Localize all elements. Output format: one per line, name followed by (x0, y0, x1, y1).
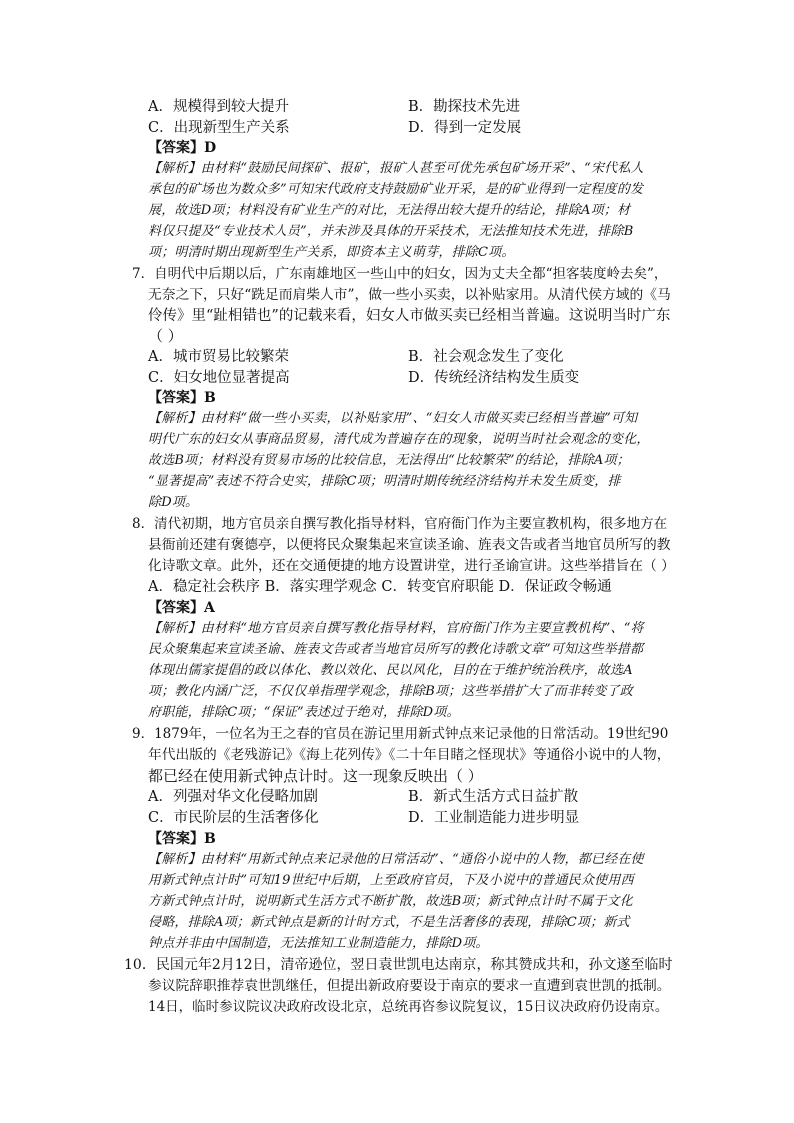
q8-stem-line: 8．清代初期，地方官员亲自撰写教化指导材料，官府衙门作为主要宣教机构，很多地方在 (132, 516, 668, 532)
q10-stem-line: 10．民国元年2月12日，清帝逊位，翌日袁世凯电达南京，称其赞成共和，孙文遂至临时 (124, 957, 673, 973)
q7-option-b: B．社会观念发生了变化 (408, 349, 564, 365)
q8-stem-line: 县衙前还建有褒德亭，以便将民众聚集起来宣读圣谕、旌表文告或者当地官员所写的教 (148, 537, 671, 553)
q7-stem-line: 7．自明代中后期以后，广东南雄地区一些山中的妇女，因为丈夫全都“担客装度岭去矣”， (132, 266, 668, 282)
q9-explanation-line: 侵略，排除A项；新式钟点是新的计时方式，不是生活奢侈的表现，排除C项；新式 (148, 915, 630, 930)
q7-option-d: D．传统经济结构发生质变 (408, 370, 580, 386)
q6-option-b: B．勘探技术先进 (408, 99, 521, 115)
q8-explanation-line: 府职能，排除C项；“保证”表述过于绝对，排除D项。 (148, 705, 460, 720)
q9-option-a: A．列强对华文化侵略加剧 (148, 789, 318, 805)
q6-explanation-line: 【解析】由材料“鼓励民间探矿、报矿，报矿人甚至可优先承包矿场开采”、“宋代私人 (148, 161, 644, 176)
q8-explanation-line: 【解析】由材料“地方官员亲自撰写教化指导材料，官府衙门作为主要宣教机构”、“将 (148, 621, 644, 636)
q7-explanation-line: 明代广东的妇女从事商品贸易，清代成为普遍存在的现象，说明当时社会观念的变化， (148, 432, 650, 447)
q7-explanation-line: 故选B项；材料没有贸易市场的比较信息，无法得出“比较繁荣”的结论，排除A项； (148, 453, 630, 468)
q8-explanation-line: 项；教化内涵广泛，不仅仅单指理学观念，排除B项；这些举措扩大了而非转变了政 (148, 684, 633, 699)
q8-options: A．稳定社会秩序 B．落实理学观念 C．转变官府职能 D．保证政令畅通 (148, 579, 612, 595)
q9-stem-line: 都已经在使用新式钟点计时。这一现象反映出（ ） (148, 767, 483, 785)
q9-explanation-line: 方新式钟点计时，说明新式生活方式不断扩散，故选B项；新式钟点计时不属于文化 (148, 894, 633, 909)
q7-explanation-line: “显著提高”表述不符合史实，排除C项；明清时期传统经济结构并未发生质变，排 (148, 474, 621, 489)
q7-explanation-line: 【解析】由材料“做一些小买卖，以补贴家用”、“妇女人市做买卖已经相当普遍”可知 (148, 411, 638, 426)
q7-answer: 【答案】B (148, 390, 216, 406)
q6-answer: 【答案】D (148, 140, 217, 156)
q8-stem-line: 化诗歌文章。此外，还在交通便捷的地方设置讲堂，进行圣谕宣讲。这些举措旨在（ ） (148, 558, 675, 574)
q9-stem-line: 年代出版的《老残游记》《海上花列传》《二十年目睹之怪现状》等通俗小说中的人物， (148, 747, 671, 763)
q10-stem-line: 14日，临时参议院议决政府改设北京，总统再咨参议院复议，15日议决政府仍设南京。 (148, 999, 669, 1015)
q6-option-d: D．得到一定发展 (408, 120, 522, 136)
q6-explanation-line: 料仅只提及“专业技术人员”，并未涉及具体的开采技术，无法推知技术先进，排除B (148, 224, 634, 239)
q7-stem-line: 无奈之下，只好“跣足而肩柴人市”，做一些小买卖，以补贴家用。从清代侯方域的《马 (148, 287, 671, 303)
q7-option-c: C．妇女地位显著提高 (148, 370, 290, 386)
q6-option-c: C．出现新型生产关系 (148, 120, 290, 136)
q7-stem-line: 伶传》里“趾相错也”的记载来看，妇女人市做买卖已经相当普遍。这说明当时广东 (148, 308, 671, 324)
q9-option-c: C．市民阶层的生活奢侈化 (148, 810, 319, 826)
q9-answer: 【答案】B (148, 831, 216, 847)
q8-answer: 【答案】A (148, 600, 215, 616)
q9-explanation-line: 用新式钟点计时”可知19世纪中后期，上至政府官员，下及小说中的普通民众使用西 (148, 873, 634, 888)
q9-explanation-line: 钟点并非由中国制造，无法推知工业制造能力，排除D项。 (148, 936, 489, 951)
q8-explanation-line: 民众聚集起来宣读圣谕、旌表文告或者当地官员所写的教化诗歌文章”可知这些举措都 (148, 642, 644, 657)
q6-explanation-line: 展，故选D项；材料没有矿业生产的对比，无法得出较大提升的结论，排除A项；材 (148, 203, 631, 218)
q10-stem-line: 参议院辞职推荐袁世凯继任，但提出新政府要设于南京的要求一直遭到袁世凯的抵制。 (148, 978, 671, 994)
q9-explanation-line: 【解析】由材料“用新式钟点来记录他的日常活动”、“通俗小说中的人物，都已经在使 (148, 852, 644, 867)
q9-option-b: B．新式生活方式日益扩散 (408, 789, 579, 805)
q6-explanation-line: 承包的矿场也为数众多”可知宋代政府支持鼓励矿业开采，是的矿业得到一定程度的发 (148, 182, 644, 197)
q8-explanation-line: 体现出儒家提倡的政以体化、教以效化、民以风化，目的在于维护统治秩序，故选A (148, 663, 633, 678)
q6-explanation-line: 项；明清时期出现新型生产关系，即资本主义萌芽，排除C项。 (148, 245, 515, 260)
q7-answer-blank: （ ） (148, 327, 183, 345)
q7-explanation-line: 除D项。 (148, 495, 199, 510)
q6-option-a: A．规模得到较大提升 (148, 99, 289, 115)
q7-option-a: A．城市贸易比较繁荣 (148, 349, 289, 365)
q9-stem-line: 9．1879年，一位名为王之春的官员在游记里用新式钟点来记录他的日常活动。19世纪90 (132, 726, 669, 742)
q9-option-d: D．工业制造能力进步明显 (408, 810, 580, 826)
